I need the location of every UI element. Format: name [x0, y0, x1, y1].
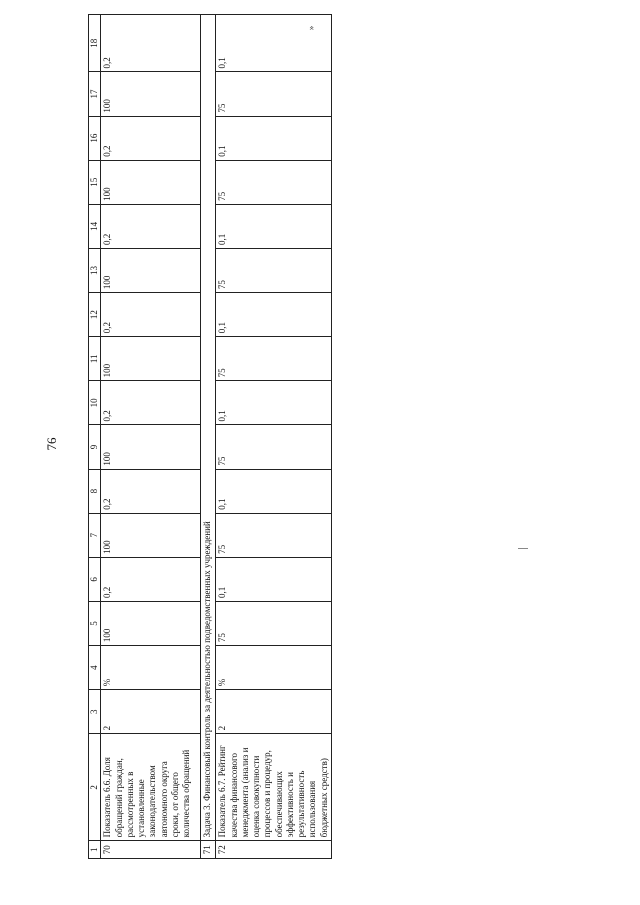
scan-artifact-line — [518, 548, 528, 549]
col3-value: 2 — [101, 690, 201, 734]
value-cell: 0,1 — [216, 204, 332, 248]
column-number: 1 — [89, 841, 101, 859]
indicator-name: Показатель 6.6. Доля обращений граждан, рассмотренных в установленные законодательством автономного округа сроки, от общего количества обращений — [101, 734, 201, 841]
table-row-70 — [101, 15, 201, 859]
value-cell: 100 — [101, 337, 201, 381]
value-cell: 75 — [216, 601, 332, 645]
value-cell: 0,2 — [101, 557, 201, 601]
column-number: 9 — [89, 425, 101, 469]
column-number: 15 — [89, 160, 101, 204]
value-cell: 0,2 — [101, 381, 201, 425]
column-number: 6 — [89, 557, 101, 601]
unit: % — [216, 646, 332, 690]
value-cell: 0,2 — [101, 116, 201, 160]
value-cell: 75 — [216, 513, 332, 557]
column-number: 18 — [89, 15, 101, 72]
value-cell: 75 — [216, 72, 332, 116]
table-row-72 — [216, 15, 332, 859]
value-cell: 0,2 — [101, 15, 201, 72]
value-cell: 100 — [101, 601, 201, 645]
row-number: 70 — [101, 841, 201, 859]
column-number: 14 — [89, 204, 101, 248]
rotated-table-container — [88, 14, 329, 859]
column-number: 11 — [89, 337, 101, 381]
value-cell: 100 — [101, 72, 201, 116]
column-number: 5 — [89, 601, 101, 645]
unit: % — [101, 646, 201, 690]
value-cell: 75 — [216, 248, 332, 292]
indicators-table — [88, 14, 332, 859]
column-number: 4 — [89, 646, 101, 690]
column-number: 7 — [89, 513, 101, 557]
value-cell: 100 — [101, 425, 201, 469]
row-number: 71 — [201, 841, 216, 859]
value-cell: 0,1 — [216, 381, 332, 425]
col3-value: 2 — [216, 690, 332, 734]
column-number: 2 — [89, 734, 101, 841]
task-heading: Задача 3. Финансовый контроль за деятельностью подведомственных учреждений — [201, 15, 216, 841]
page-number: 76 — [44, 437, 59, 451]
corner-mark: » — [306, 25, 316, 31]
value-cell: 0,2 — [101, 293, 201, 337]
row-number: 72 — [216, 841, 332, 859]
column-number: 16 — [89, 116, 101, 160]
value-cell: 0,1 — [216, 293, 332, 337]
value-cell: 100 — [101, 248, 201, 292]
value-cell: 100 — [101, 513, 201, 557]
value-cell: 0,1 — [216, 15, 332, 72]
value-cell: 0,2 — [101, 469, 201, 513]
indicator-name: Показатель 6.7. Рейтинг качества финансового менеджмента (анализ и оценка совокупности процессов и процедур, обеспечивающих эффективность и результативность использования бюджетных средств) — [216, 734, 332, 841]
column-number: 10 — [89, 381, 101, 425]
column-number: 12 — [89, 293, 101, 337]
column-number: 17 — [89, 72, 101, 116]
value-cell: 0,1 — [216, 557, 332, 601]
column-number: 3 — [89, 690, 101, 734]
value-cell: 75 — [216, 337, 332, 381]
column-number: 13 — [89, 248, 101, 292]
value-cell: 75 — [216, 425, 332, 469]
column-number-header-row — [89, 15, 101, 859]
value-cell: 75 — [216, 160, 332, 204]
value-cell: 100 — [101, 160, 201, 204]
value-cell: 0,1 — [216, 116, 332, 160]
value-cell: 0,2 — [101, 204, 201, 248]
table-row-71-task — [201, 15, 216, 859]
value-cell: 0,1 — [216, 469, 332, 513]
column-number: 8 — [89, 469, 101, 513]
